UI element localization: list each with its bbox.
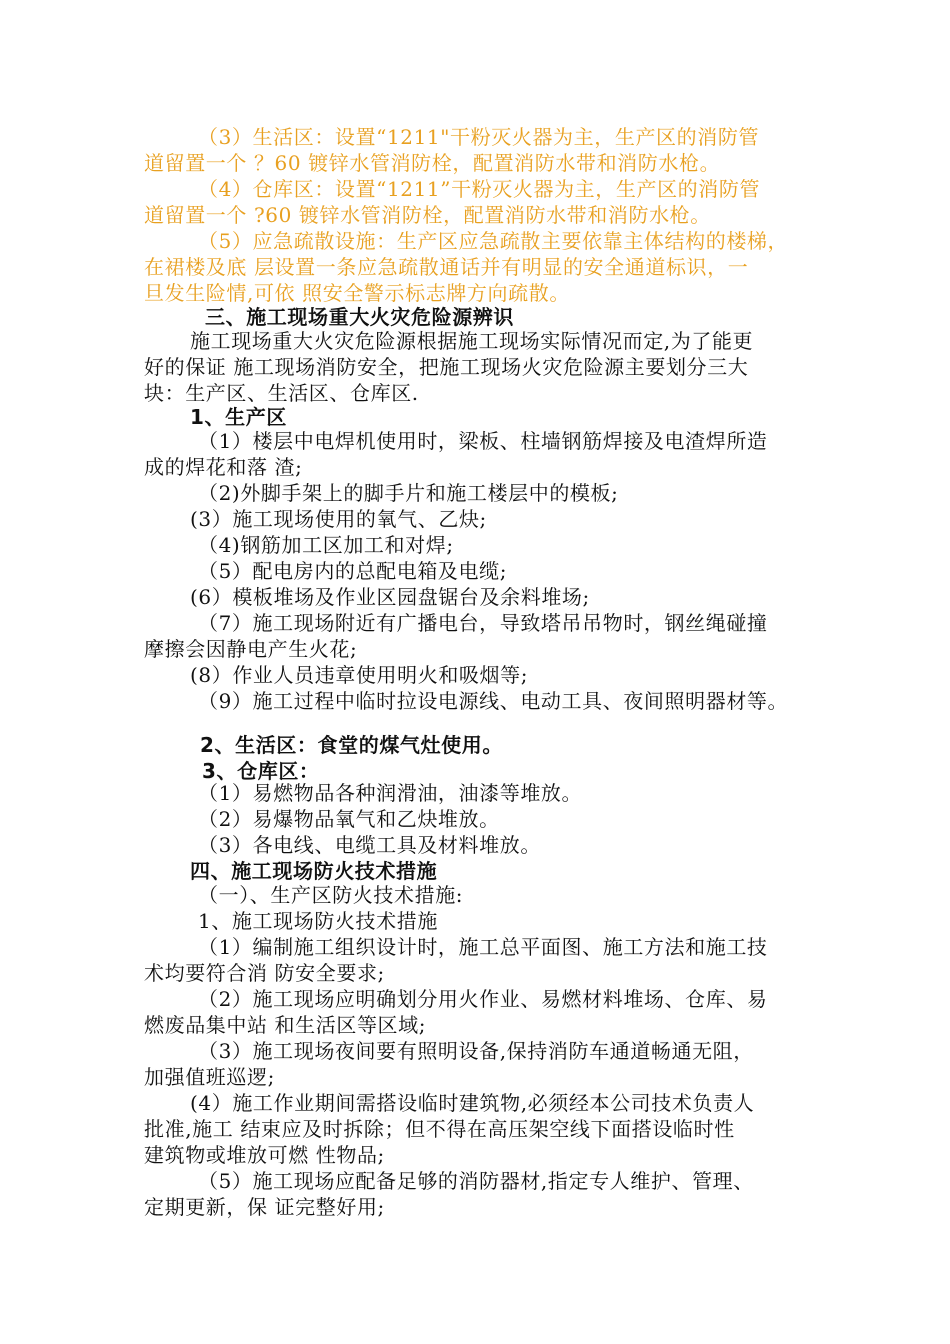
measure-3-line2: 加强值班巡逻; <box>144 1065 275 1089</box>
measure-5-line1: （5）施工现场应配备足够的消防器材,指定专人维护、管理、 <box>198 1169 754 1193</box>
item-4-warehouse-line1: （4）仓库区：设置“1211”干粉灭火器为主，生产区的消防管 <box>198 177 761 201</box>
measure-4-line3: 建筑物或堆放可燃 性物品; <box>144 1143 385 1167</box>
item-4-warehouse-line2: 道留置一个 ?60 镀锌水管消防栓，配置消防水带和消防水枪。 <box>144 203 711 227</box>
section-four-subheading-1-1: 1、施工现场防火技术措施 <box>198 909 438 933</box>
production-item-2: （2)外脚手架上的脚手片和施工楼层中的模板; <box>198 481 619 505</box>
production-item-5: （5）配电房内的总配电箱及电缆; <box>198 559 508 583</box>
measure-1-line2: 术均要符合消 防安全要求; <box>144 961 385 985</box>
section-four-subheading-1: （一）、生产区防火技术措施: <box>198 883 464 907</box>
section-four-heading: 四、施工现场防火技术措施 <box>190 859 438 883</box>
item-5-evacuation-line3: 旦发生险情,可依 照安全警示标志牌方向疏散。 <box>144 281 570 305</box>
measure-1-line1: （1）编制施工组织设计时，施工总平面图、施工方法和施工技 <box>198 935 768 959</box>
section-three-intro-line1: 施工现场重大火灾危险源根据施工现场实际情况而定,为了能更 <box>190 329 754 353</box>
production-item-6: (6）模板堆场及作业区园盘锯台及余料堆场; <box>190 585 590 609</box>
production-item-1-line2: 成的焊花和落 渣; <box>144 455 303 479</box>
living-area-heading: 2、生活区：食堂的煤气灶使用。 <box>200 733 503 757</box>
production-item-3: (3）施工现场使用的氧气、乙炔; <box>190 507 487 531</box>
item-5-evacuation-line1: （5）应急疏散设施：生产区应急疏散主要依靠主体结构的楼梯， <box>198 229 789 253</box>
warehouse-item-3: （3）各电线、电缆工具及材料堆放。 <box>198 833 541 857</box>
measure-2-line2: 燃废品集中站 和生活区等区域; <box>144 1013 427 1037</box>
warehouse-item-2: （2）易爆物品氧气和乙炔堆放。 <box>198 807 500 831</box>
production-item-7-line1: （7）施工现场附近有广播电台，导致塔吊吊物时，钢丝绳碰撞 <box>198 611 768 635</box>
production-item-4: （4)钢筋加工区加工和对焊; <box>198 533 454 557</box>
item-5-evacuation-line2: 在裙楼及底 层设置一条应急疏散通话并有明显的安全通道标识，一 <box>144 255 749 279</box>
measure-4-line2: 批准,施工 结束应及时拆除；但不得在高压架空线下面搭设临时性 <box>144 1117 735 1141</box>
production-item-9: （9）施工过程中临时拉设电源线、电动工具、夜间照明器材等。 <box>198 689 789 713</box>
measure-4-line1: (4）施工作业期间需搭设临时建筑物,必须经本公司技术负责人 <box>190 1091 755 1115</box>
measure-2-line1: （2）施工现场应明确划分用火作业、易燃材料堆场、仓库、易 <box>198 987 768 1011</box>
measure-3-line1: （3）施工现场夜间要有照明设备,保持消防车通道畅通无阻， <box>198 1039 754 1063</box>
item-3-living-area-line1: （3）生活区：设置“1211"干粉灭火器为主，生产区的消防管 <box>198 125 760 149</box>
section-three-intro-line2: 好的保证 施工现场消防安全，把施工现场火灾危险源主要划分三大 <box>144 355 749 379</box>
production-item-7-line2: 摩擦会因静电产生火花; <box>144 637 358 661</box>
section-three-intro-line3: 块：生产区、生活区、仓库区. <box>144 381 419 405</box>
production-item-1-line1: （1）楼层中电焊机使用时，梁板、柱墙钢筋焊接及电渣焊所造 <box>198 429 768 453</box>
measure-5-line2: 定期更新，保 证完整好用; <box>144 1195 385 1219</box>
item-3-living-area-line2: 道留置一个 ？60 镀锌水管消防栓，配置消防水带和消防水枪。 <box>144 151 721 175</box>
production-item-8: (8）作业人员违章使用明火和吸烟等; <box>190 663 529 687</box>
warehouse-area-heading: 3、仓库区： <box>202 759 320 783</box>
production-area-heading: 1、生产区 <box>190 405 287 429</box>
warehouse-item-1: （1）易燃物品各种润滑油，油漆等堆放。 <box>198 781 583 805</box>
section-three-heading: 三、施工现场重大火灾危险源辨识 <box>205 305 514 329</box>
